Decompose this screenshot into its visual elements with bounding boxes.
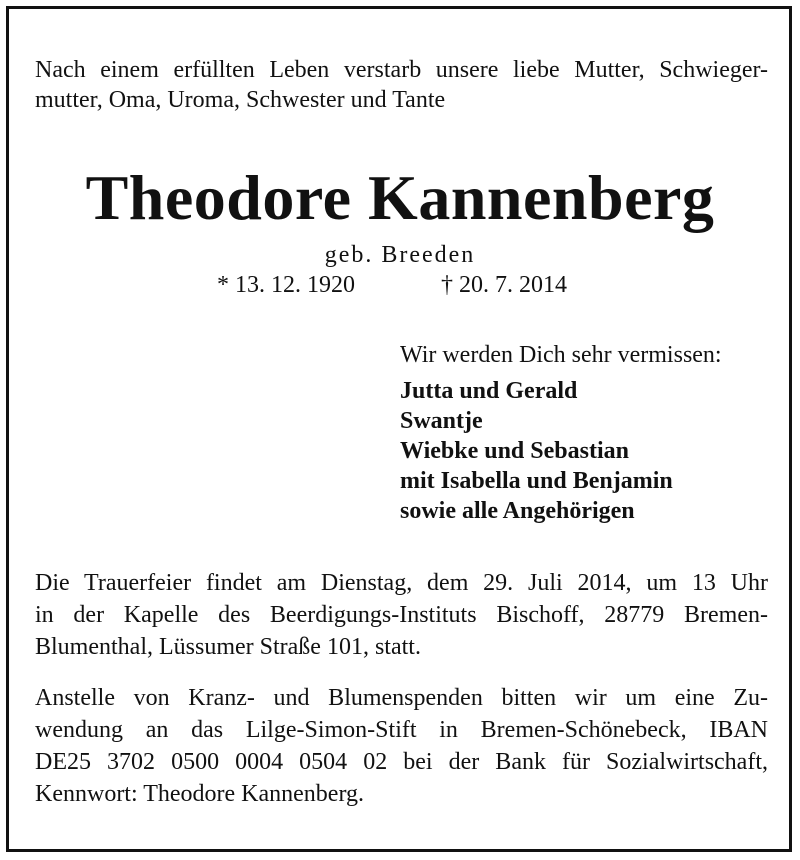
mourner-name: Jutta und Gerald [400, 378, 578, 404]
death-date: † 20. 7. 2014 [441, 272, 567, 298]
mourners-heading: Wir werden Dich sehr vermissen: [400, 342, 722, 368]
mourner-name: Swantje [400, 408, 483, 434]
intro-line-2: mutter, Oma, Uroma, Schwester und Tante [35, 87, 446, 113]
mourner-name: mit Isabella und Benjamin [400, 468, 673, 494]
deceased-name: Theodore Kannenberg [85, 162, 715, 233]
intro-line-1: Nach einem erfüllten Leben verstarb unsere liebe Mutter, Schwieger- [35, 57, 768, 83]
donation-line-1: Anstelle von Kranz- und Blumenspenden bitten wir um eine Zu- [35, 685, 768, 711]
life-dates [217, 270, 567, 300]
ceremony-line-2: in der Kapelle des Beerdigungs-Instituts Bischoff, 28779 Bremen- [35, 602, 768, 628]
mourner-name: sowie alle Angehörigen [400, 498, 635, 524]
ceremony-line-1: Die Trauerfeier findet am Dienstag, dem 29. Juli 2014, um 13 Uhr [35, 570, 768, 596]
birth-date: * 13. 12. 1920 [217, 272, 355, 298]
donation-line-2: wendung an das Lilge-Simon-Stift in Bremen-Schönebeck, IBAN [35, 717, 768, 743]
donation-line-3: DE25 3702 0500 0004 0504 02 bei der Bank für Sozialwirtschaft, [35, 749, 768, 775]
donation-line-4: Kennwort: Theodore Kannenberg. [35, 781, 365, 807]
mourner-name: Wiebke und Sebastian [400, 438, 629, 464]
ceremony-line-3: Blumenthal, Lüssumer Straße 101, statt. [35, 634, 421, 660]
maiden-name: geb. Breeden [324, 242, 476, 268]
